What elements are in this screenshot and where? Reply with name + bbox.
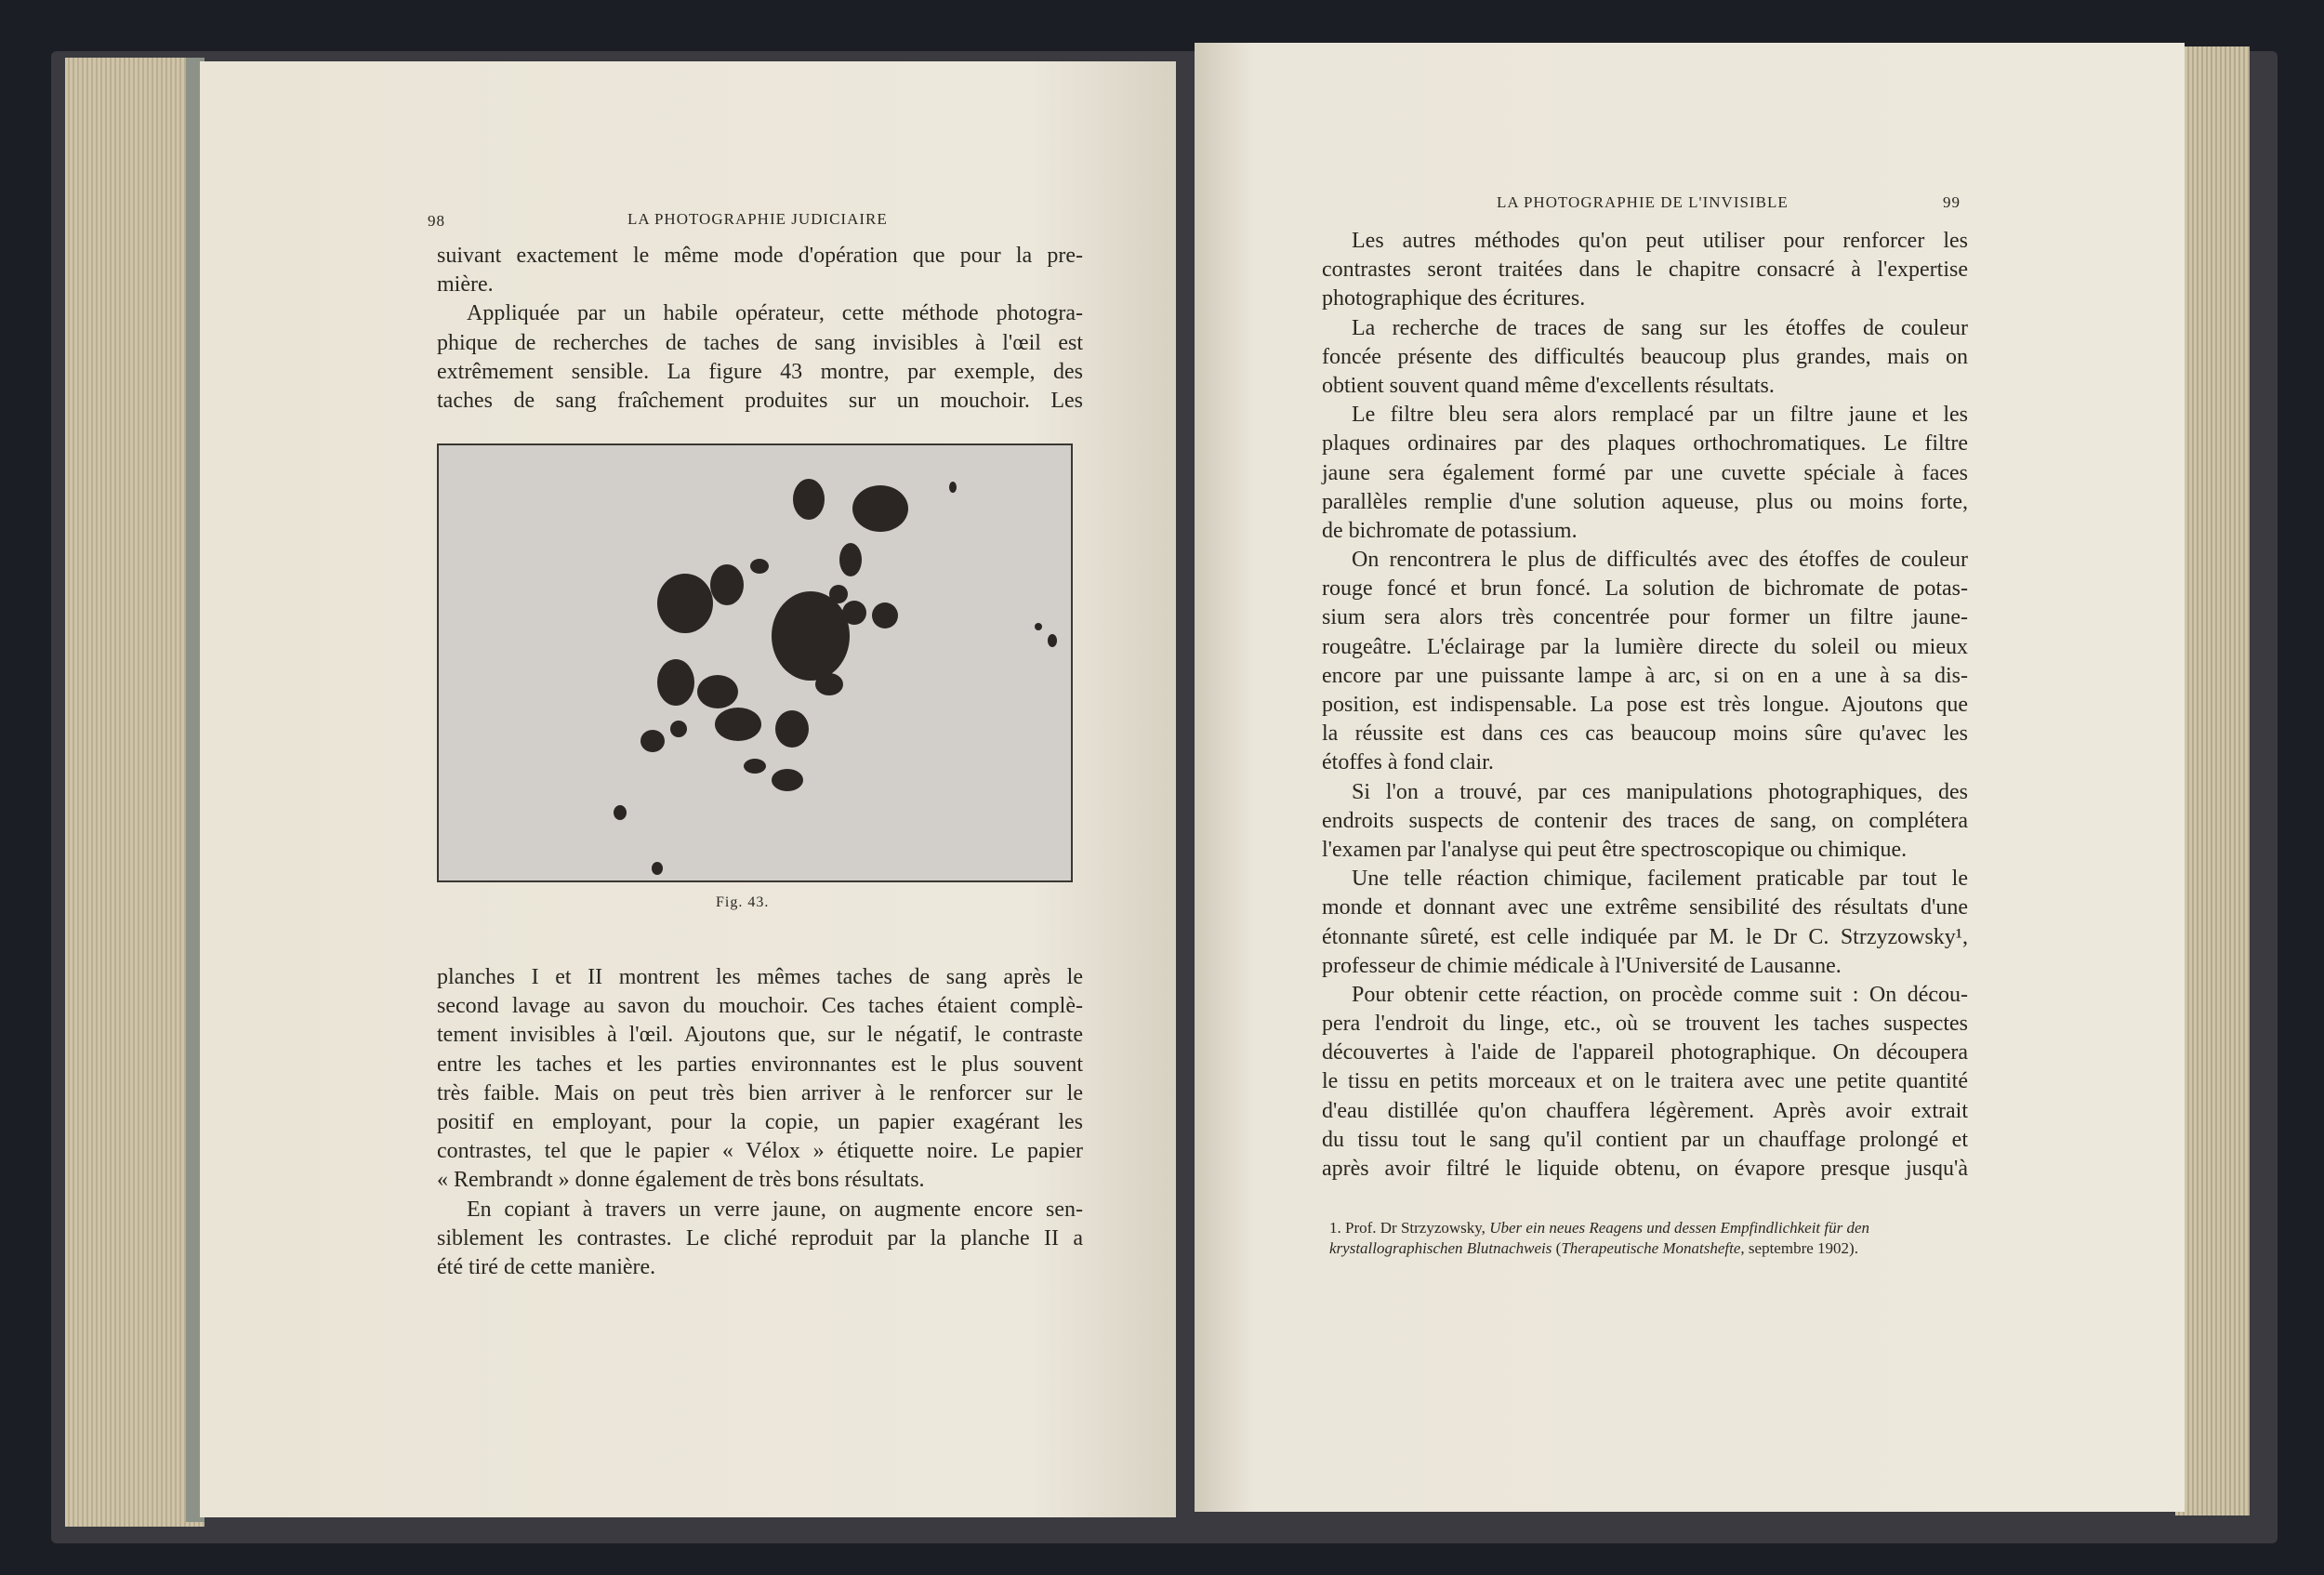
text-line: après avoir filtré le liquide obtenu, on évapore presque jusqu'à [1322, 1157, 1968, 1181]
footnote [1329, 1218, 1971, 1259]
text-line: tement invisibles à l'œil. Ajoutons que, sur le négatif, le contraste [437, 1023, 1083, 1048]
text-line: planches I et II montrent les mêmes taches de sang après le [437, 965, 1083, 989]
text-line: extrêmement sensible. La figure 43 montre, par exemple, des [437, 359, 1083, 384]
text-line: professeur de chimie médicale à l'Université de Lausanne. [1322, 953, 1842, 978]
text-line: foncée présente des difficultés beaucoup plus grandes, mais on [1322, 344, 1968, 369]
footnote-paren: ( [1552, 1239, 1562, 1257]
text-line: encore par une puissante lampe à arc, si on en a une à sa dis- [1322, 663, 1968, 688]
text-line: On rencontrera le plus de difficultés avec des étoffes de couleur [1352, 548, 1968, 573]
text-line: mière. [437, 272, 494, 298]
text-line: Une telle réaction chimique, facilement praticable par tout le [1352, 867, 1968, 892]
text-line: Les autres méthodes qu'on peut utiliser pour renforcer les [1352, 229, 1968, 253]
text-line: suivant exactement le même mode d'opération que pour la pre- [437, 244, 1083, 268]
text-line: photographique des écritures. [1322, 286, 1586, 311]
text-line: phique de recherches de taches de sang invisibles à l'œil est [437, 330, 1083, 355]
text-line: Pour obtenir cette réaction, on procède comme suit : On décou- [1352, 982, 1968, 1007]
text-line: l'examen par l'analyse qui peut être spectroscopique ou chimique. [1322, 837, 1908, 862]
text-line: le tissu en petits morceaux et on le traitera avec une petite quantité [1322, 1069, 1968, 1094]
footnote-author: 1. Prof. Dr Strzyzowsky, [1329, 1219, 1490, 1237]
left-text-top [437, 242, 1083, 416]
page-edges-right [2175, 46, 2250, 1515]
text-line: taches de sang fraîchement produites sur un mouchoir. Les [437, 388, 1083, 413]
text-line: très faible. Mais on peut très bien arriver à le renforcer sur le [437, 1080, 1083, 1105]
text-line: été tiré de cette manière. [437, 1254, 656, 1279]
footnote-date: , septembre 1902). [1740, 1239, 1858, 1257]
text-line: plaques ordinaires par des plaques orthochromatiques. Le filtre [1322, 431, 1968, 457]
text-line: du tissu tout le sang qu'il contient par un chauffage prolongé et [1322, 1127, 1968, 1152]
text-line: étonnante sûreté, est celle indiquée par M. le Dr C. Strzyzowsky¹, [1322, 924, 1968, 949]
text-line: « Rembrandt » donne également de très bons résultats. [437, 1168, 925, 1193]
text-line: obtient souvent quand même d'excellents résultats. [1322, 373, 1775, 398]
text-line: contrastes, tel que le papier « Vélox » étiquette noire. Le papier [437, 1139, 1083, 1164]
text-line: étoffes à fond clair. [1322, 750, 1494, 775]
text-line: pera l'endroit du linge, etc., où se trouvent les taches suspectes [1322, 1012, 1968, 1037]
text-line: Appliquée par un habile opérateur, cette méthode photogra- [467, 301, 1083, 326]
text-line: entre les taches et les parties environnantes est le plus souvent [437, 1052, 1083, 1077]
figure-43-photo [437, 443, 1073, 882]
text-line: En copiant à travers un verre jaune, on augmente encore sen- [467, 1197, 1083, 1222]
text-line: Si l'on a trouvé, par ces manipulations photographiques, des [1352, 779, 1968, 804]
text-line: contrastes seront traitées dans le chapitre consacré à l'expertise [1322, 258, 1968, 283]
text-line: rougeâtre. L'éclairage par la lumière directe du soleil ou mieux [1322, 634, 1968, 659]
running-head-right: LA PHOTOGRAPHIE DE L'INVISIBLE [1497, 193, 1789, 211]
figure-caption: Fig. 43. [716, 894, 770, 910]
text-line: endroits suspects de contenir des traces de sang, on complétera [1322, 808, 1968, 833]
text-line: rouge foncé et brun foncé. La solution de bichromate de potas- [1322, 576, 1968, 602]
text-line: Le filtre bleu sera alors remplacé par un filtre jaune et les [1352, 403, 1968, 428]
text-line: second lavage au savon du mouchoir. Ces taches étaient complè- [437, 994, 1083, 1019]
text-line: découvertes à l'aide de l'appareil photographique. On découpera [1322, 1040, 1968, 1065]
footnote-journal: Therapeutische Monatshefte [1561, 1239, 1741, 1257]
page-number-left: 98 [428, 212, 445, 230]
text-line: de bichromate de potassium. [1322, 518, 1578, 543]
text-line: La recherche de traces de sang sur les étoffes de couleur [1352, 315, 1968, 340]
text-line: d'eau distillée qu'on chauffera légèrement. Après avoir extrait [1322, 1098, 1968, 1123]
text-line: sium sera alors très concentrée pour former un filtre jaune- [1322, 605, 1968, 630]
text-line: monde et donnant avec une extrême sensibilité des résultats d'une [1322, 895, 1968, 920]
page-number-right: 99 [1943, 193, 1961, 211]
text-line: positif en employant, pour la copie, un papier exagérant les [437, 1109, 1083, 1134]
right-text [1322, 227, 1968, 1184]
text-line: position, est indispensable. La pose est très longue. Ajoutons que [1322, 693, 1968, 717]
left-text-bottom [437, 963, 1083, 1282]
text-line: siblement les contrastes. Le cliché reproduit par la planche II a [437, 1225, 1083, 1251]
text-line: jaune sera également formé par une cuvette spéciale à faces [1322, 460, 1968, 485]
text-line: parallèles remplie d'une solution aqueuse, plus ou moins forte, [1322, 489, 1968, 514]
footnote-title: Uber ein neues Reagens und dessen Empfindlichkeit für den krystallographischen Blutnachweis [1329, 1219, 1870, 1257]
page-edges-left [65, 58, 205, 1527]
text-line: la réussite est dans ces cas beaucoup moins sûre qu'avec les [1322, 721, 1968, 747]
blood-stains-image [439, 445, 1071, 880]
running-head-left: LA PHOTOGRAPHIE JUDICIAIRE [627, 210, 888, 228]
